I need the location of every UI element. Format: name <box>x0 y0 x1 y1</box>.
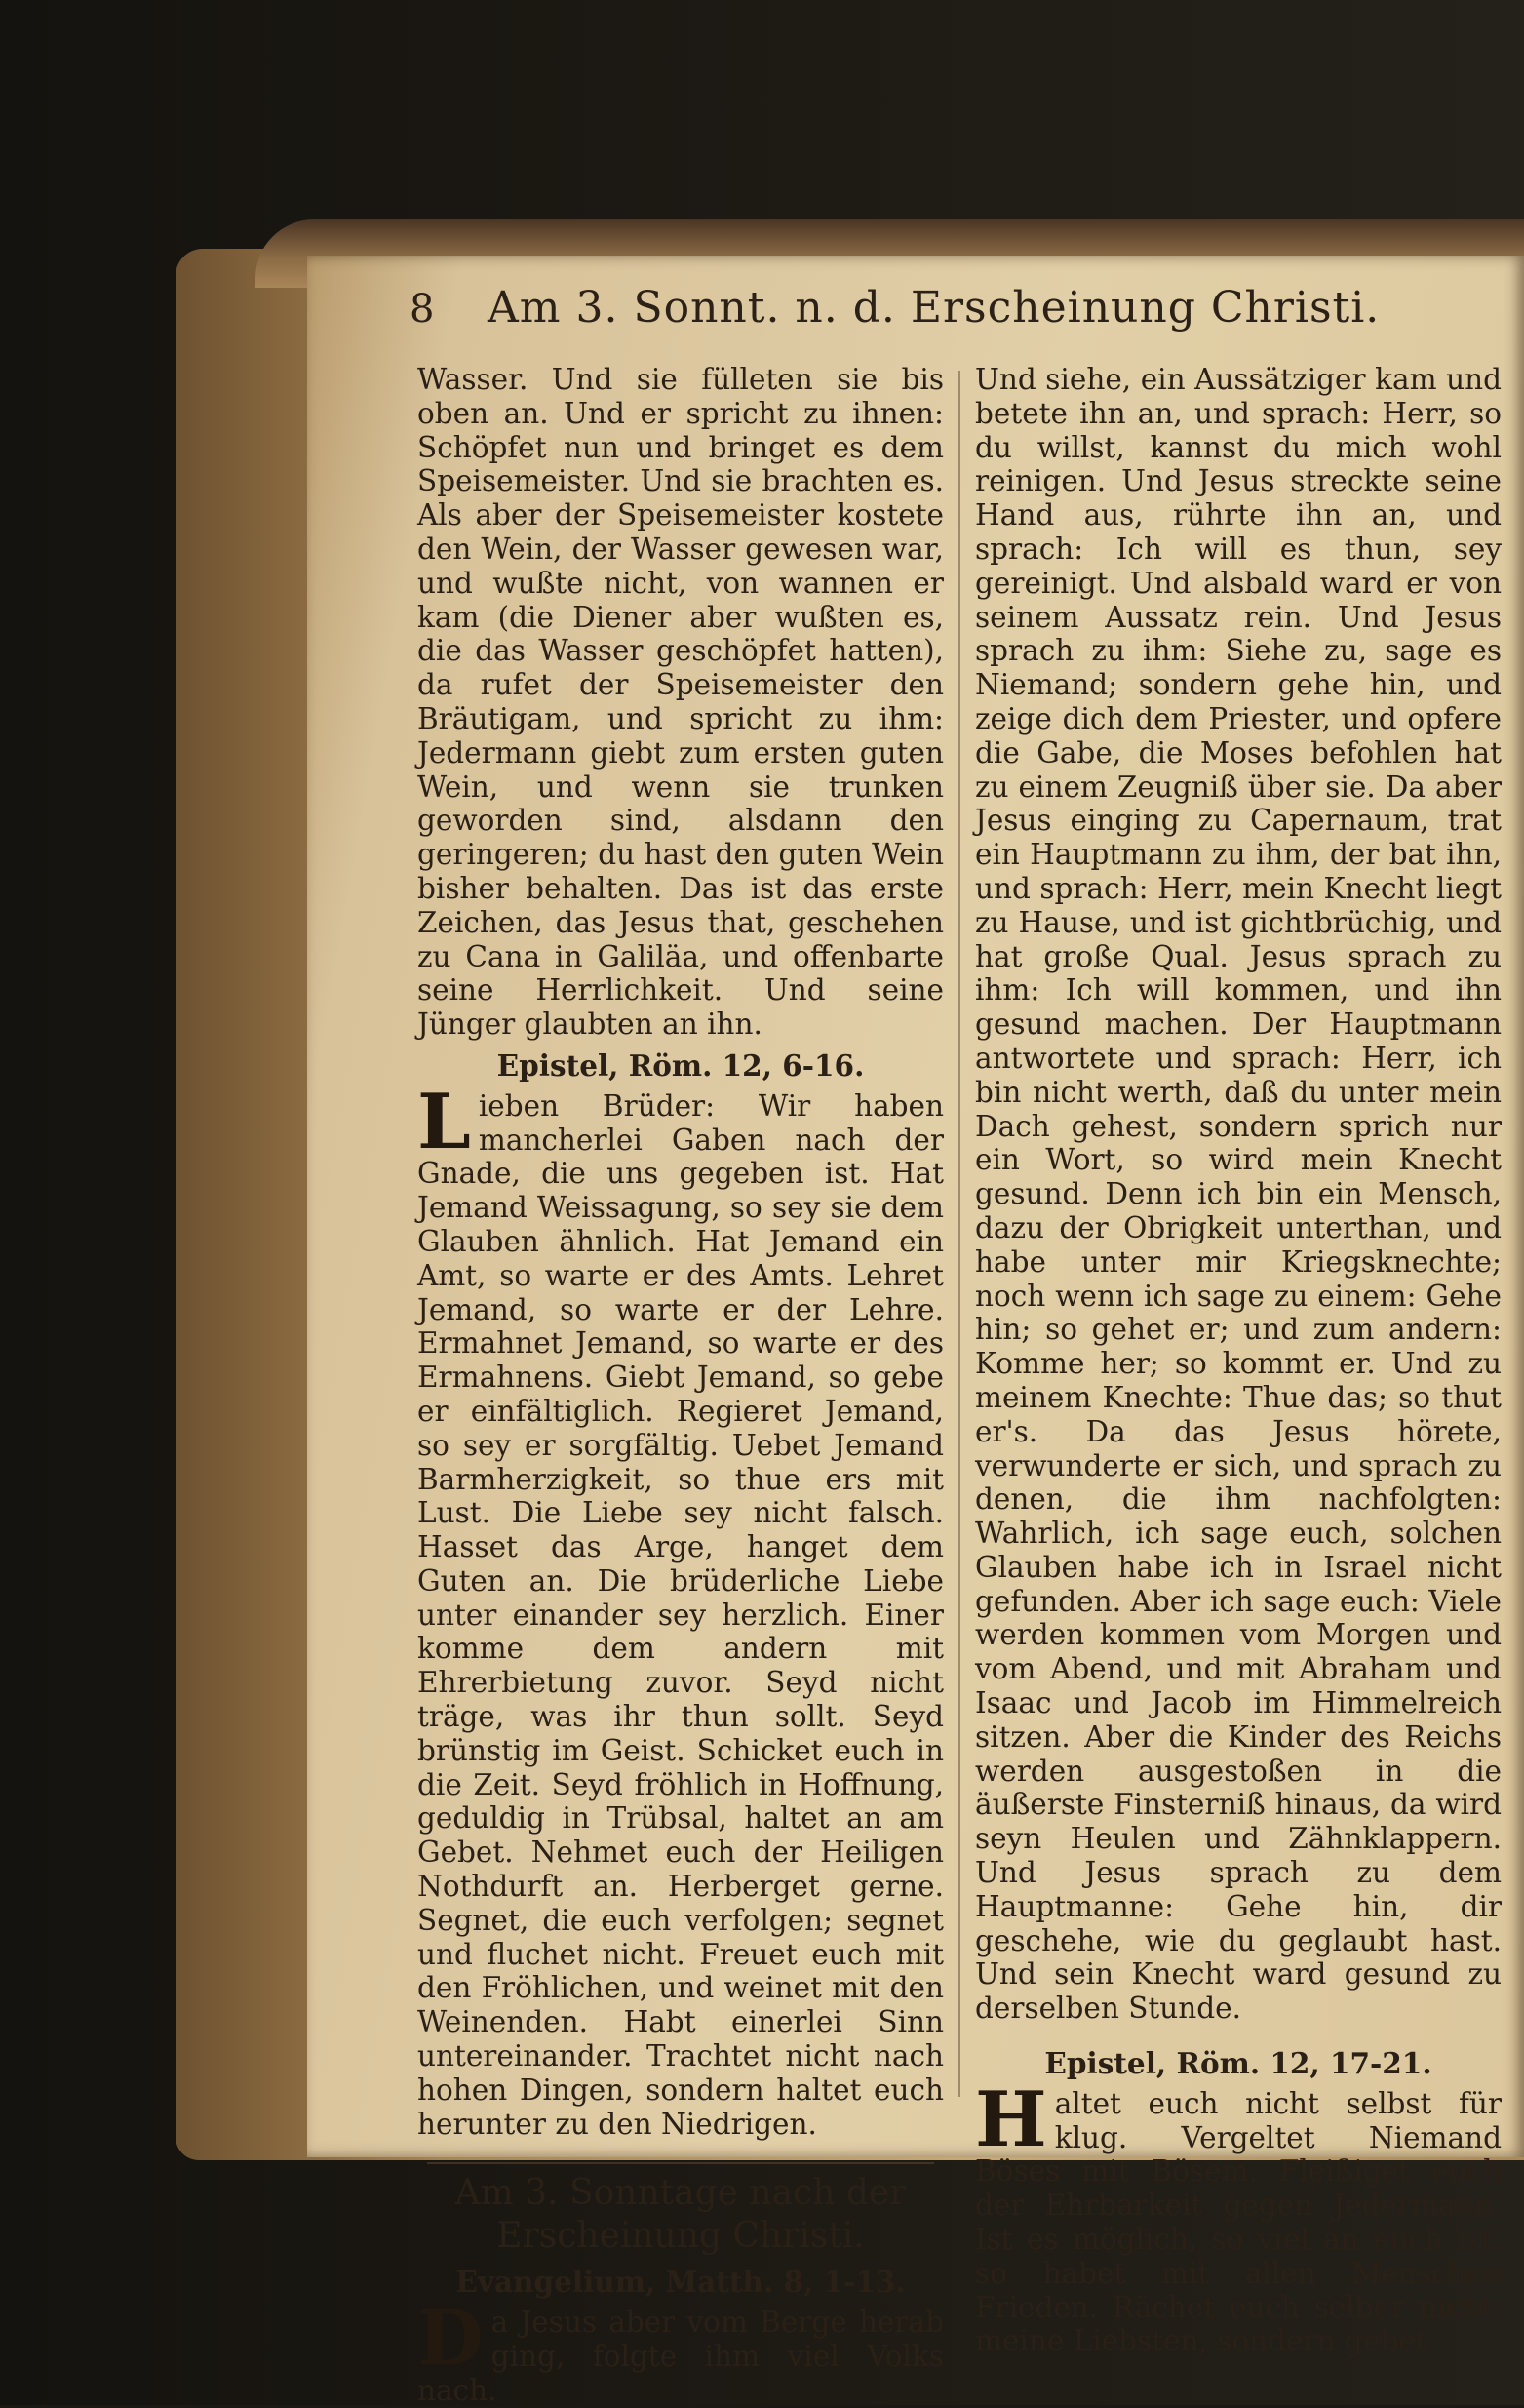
gospel-heading: Evangelium, Matth. 8, 1-13. <box>455 2265 906 2300</box>
epistle-heading: Epistel, Röm. 12, 17-21. <box>1044 2046 1432 2081</box>
left-column <box>417 363 944 2408</box>
gospel-text-continued: Und siehe, ein Aussätziger kam und betete ihn an, und sprach: Herr, so du willst, kannst du mich wohl reinigen. Und Jesus streckte seine Hand aus, rührte ihn an, und sprach: Ich will es thun, sey gereinigt. Und alsbald ward er von seinem Aussatz rein. Und Jesus sprach zu ihm: Siehe zu, sage es Niemand; sondern gehe hin, und zeige dich dem Priester, und opfere die Gabe, die Moses befohlen hat zu einem Zeugniß über sie. Da aber Jesus einging zu Capernaum, trat ein Hauptmann zu ihm, der bat ihn, und sprach: Herr, mein Knecht liegt zu Hause, und ist gichtbrüchig, und hat große Qual. Jesus sprach zu ihm: Ich will kommen, und ihn gesund machen. Der Hauptmann antwortete und sprach: Herr, ich bin nicht werth, daß du unter mein Dach gehest, sondern sprich nur ein Wort, so wird mein Knecht gesund. Denn ich bin ein Mensch, dazu der Obrigkeit unterthan, und habe unter mir Kriegsknechte; noch wenn ich sage zu einem: Gehe hin; so gehet er; und zum andern: Komme her; so kommt er. Und zu meinem Knechte: Thue das; so thut er's. Da das Jesus hörete, verwunderte er sich, und sprach zu denen, die ihm nachfolgten: Wahrlich, ich sage euch, solchen Glauben habe ich in Israel nicht gefunden. Aber ich sage euch: Viele werden kommen vom Morgen und vom Abend, und mit Abraham und Isaac und Jacob im Himmelreich sitzen. Aber die Kinder des Reichs werden ausgestoßen in die äußerste Finsterniß hinaus, da wird seyn Heulen und Zähnklappern. Und Jesus sprach zu dem Hauptmanne: Gehe hin, dir geschehe, wie du geglaubt hast. Und sein Knecht ward gesund zu derselben Stunde. <box>975 363 1502 2026</box>
running-title: Am 3. Sonnt. n. d. Erscheinung Christi. <box>488 283 1381 333</box>
column-divider <box>958 371 960 2097</box>
right-column <box>975 363 1502 2358</box>
gospel-paragraph <box>417 2294 944 2407</box>
section-divider <box>427 2162 934 2164</box>
gospel-text: a Jesus aber vom Berge herab ging, folgte ihm viel Volks nach. <box>417 2306 944 2407</box>
section-title-line-2: Erscheinung Christi. <box>496 2216 865 2257</box>
section-title-line-1: Am 3. Sonntage nach der <box>454 2173 907 2214</box>
epistle-paragraph <box>975 2074 1502 2358</box>
page-number: 8 <box>410 287 435 332</box>
drop-cap-initial: L <box>417 1077 471 1166</box>
epistle-text: ieben Brüder: Wir haben mancherlei Gaben nach der Gnade, die uns gegeben ist. Hat Jemand Weissagung, so sey sie dem Glauben ähnlich. Hat Jemand ein Amt, so warte er des Amts. Lehret Jemand, so warte er der Lehre. Ermahnet Jemand, so warte er des Ermahnens. Giebt Jemand, so gebe er einfältiglich. Regieret Jemand, so sey er sorgfältig. Uebet Jemand Barmherzigkeit, so thue ers mit Lust. Die Liebe sey nicht falsch. Hasset das Arge, hanget dem Guten an. Die brüderliche Liebe unter einander sey herzlich. Einer komme dem andern mit Ehrerbietung zuvor. Seyd nicht träge, was ihr thun sollt. Seyd brünstig im Geist. Schicket euch in die Zeit. Seyd fröhlich in Hoffnung, geduldig in Trübsal, haltet an am Gebet. Nehmet euch der Heiligen Nothdurft an. Herberget gerne. Segnet, die euch verfolgen; segnet und fluchet nicht. Freuet euch mit den Fröhlichen, und weinet mit den Weinenden. Habt einerlei Sinn untereinander. Trachtet nicht nach hohen Dingen, sondern haltet euch herunter zu den Niedrigen. <box>417 1088 944 2141</box>
gospel-continuation-text: Wasser. Und sie fülleten sie bis oben an. Und er spricht zu ihnen: Schöpfet nun und bringet es dem Speisemeister. Und sie brachten es. Als aber der Speisemeister kostete den Wein, der Wasser gewesen war, und wußte nicht, von wannen er kam (die Diener aber wußten es, die das Wasser geschöpfet hatten), da rufet der Speisemeister den Bräutigam, und spricht zu ihm: Jedermann giebt zum ersten guten Wein, und wenn sie trunken geworden sind, alsdann den geringeren; du hast den guten Wein bisher behalten. Das ist das erste Zeichen, das Jesus that, geschehen zu Cana in Galiläa, und offenbarte seine Herrlichkeit. Und seine Jünger glaubten an ihn. <box>417 363 944 1042</box>
epistle-paragraph <box>417 1077 944 2142</box>
page-header <box>410 283 1502 351</box>
epistle-text: altet euch nicht selbst für klug. Vergeltet Niemand Böses mit Bösem. Fleißiget euch der Ehrbarkeit gegen Jedermann. Ist es möglich, so viel an euch ist, so habet mit allen Menschen Frieden. Rächet euch selber nicht, meine Liebsten, sondern gebet <box>975 2086 1502 2358</box>
epistle-heading: Epistel, Röm. 12, 6-16. <box>496 1047 865 1083</box>
drop-cap-initial: H <box>975 2074 1047 2164</box>
drop-cap-initial: D <box>417 2294 484 2384</box>
